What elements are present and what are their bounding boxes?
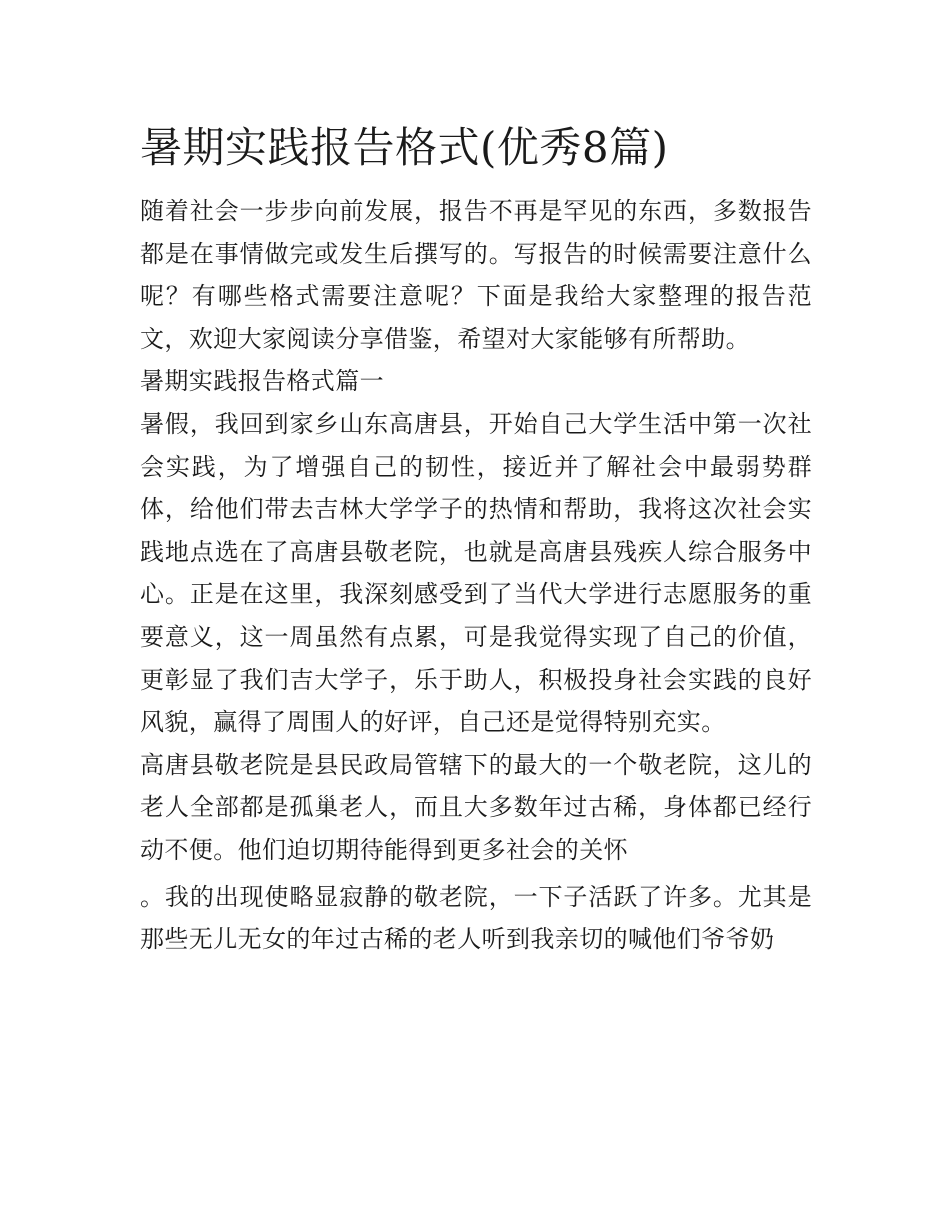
section-heading: 暑期实践报告格式篇一 [140,367,384,396]
body-paragraph-3: 。我的出现使略显寂静的敬老院，一下子活跃了许多。尤其是那些无儿无女的年过古稀的老人听到我亲切的喊他们爷爷奶 [140,882,812,954]
body-paragraph-2: 高唐县敬老院是县民政局管辖下的最大的一个敬老院，这儿的老人全部都是孤巢老人，而且大多数年过古稀，身体都已经行动不便。他们迫切期待能得到更多社会的关怀 [140,750,812,864]
intro-paragraph: 随着社会一步步向前发展，报告不再是罕见的东西，多数报告都是在事情做完或发生后撰写的。写报告的时候需要注意什么呢？有哪些格式需要注意呢？下面是我给大家整理的报告范文，欢迎大家阅读分享借鉴，希望对大家能够有所帮助。 [140,197,812,353]
body-paragraph-1: 暑假，我回到家乡山东高唐县，开始自己大学生活中第一次社会实践，为了增强自己的韧性，接近并了解社会中最弱势群体，给他们带去吉林大学学子的热情和帮助，我将这次社会实践地点选在了高唐县敬老院，也就是高唐县残疾人综合服务中心。正是在这里，我深刻感受到了当代大学进行志愿服务的重要意义，这一周虽然有点累，可是我觉得实现了自己的价值，更彰显了我们吉大学子，乐于助人，积极投身社会实践的良好风貌，赢得了周围人的好评，自己还是觉得特别充实。 [140,409,812,737]
document-page [140,118,812,961]
document-title: 暑期实践报告格式(优秀8篇) [140,123,669,172]
